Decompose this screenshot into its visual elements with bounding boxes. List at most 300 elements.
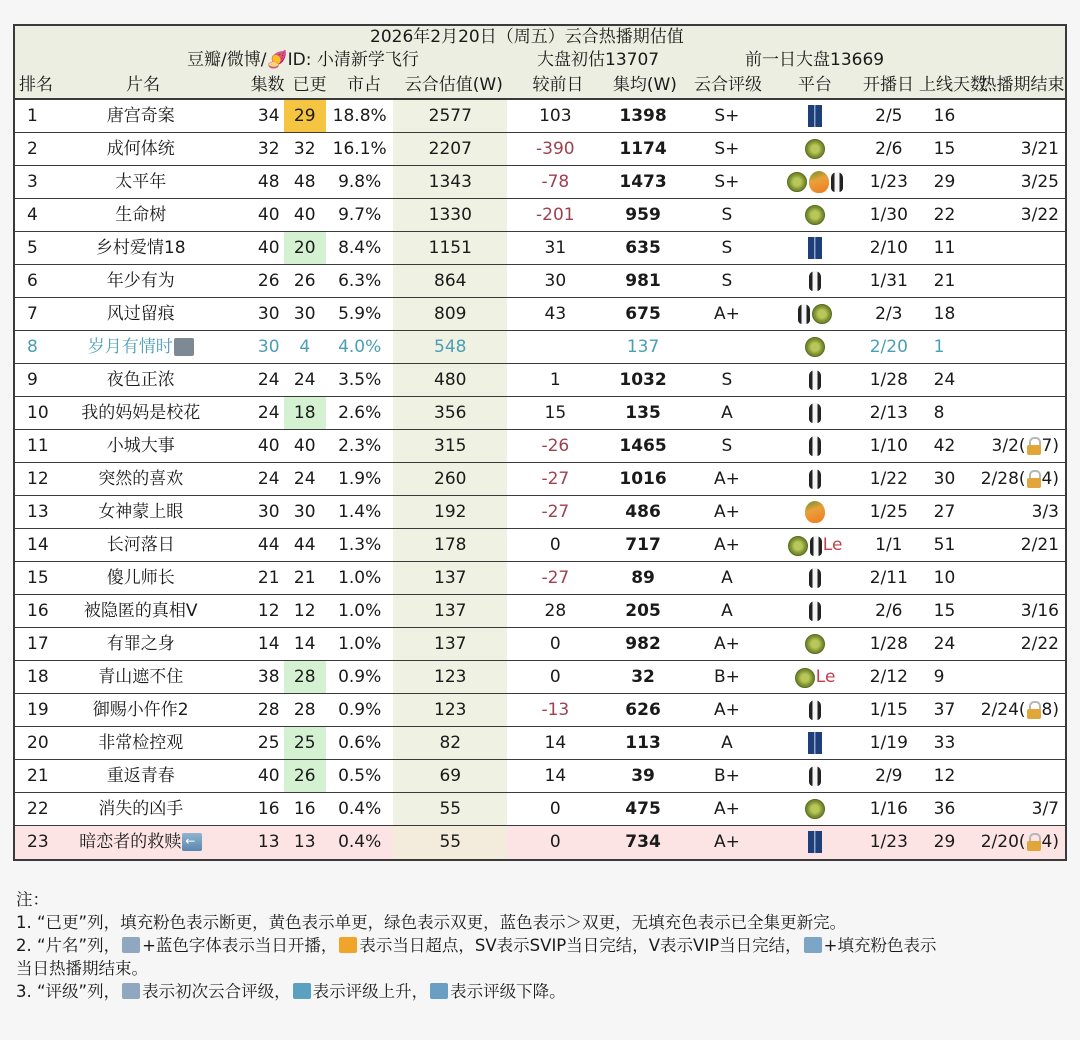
title-cell: 我的妈妈是校花 bbox=[81, 403, 201, 423]
platform-cell bbox=[771, 364, 858, 396]
new-badge-icon bbox=[122, 937, 140, 953]
end-date-cell: 3/25 bbox=[1020, 172, 1059, 192]
platform-cell bbox=[771, 595, 858, 627]
days-cell: 9 bbox=[933, 667, 945, 687]
ratings-table bbox=[13, 24, 1067, 861]
episodes-cell: 30 bbox=[257, 304, 280, 324]
share-cell: 0.4% bbox=[338, 832, 382, 852]
episodes-cell: 24 bbox=[257, 370, 280, 390]
avg-cell: 959 bbox=[625, 205, 661, 225]
diff-cell: 0 bbox=[549, 667, 561, 687]
end-date-cell bbox=[978, 562, 1065, 594]
col-grade: 云合评级 bbox=[693, 75, 762, 95]
diff-cell: 1 bbox=[549, 370, 561, 390]
start-date-cell: 2/12 bbox=[869, 667, 908, 687]
share-cell: 18.8% bbox=[332, 106, 387, 126]
title-cell: 女神蒙上眼 bbox=[98, 502, 184, 522]
table-row bbox=[15, 826, 1065, 859]
table-row bbox=[15, 232, 1065, 265]
start-date-cell: 2/13 bbox=[869, 403, 908, 423]
value-cell: 1330 bbox=[393, 199, 507, 231]
rank-cell: 19 bbox=[27, 700, 49, 720]
updated-cell: 44 bbox=[293, 535, 316, 555]
table-row bbox=[15, 397, 1065, 430]
rank-cell: 15 bbox=[27, 568, 49, 588]
days-cell: 11 bbox=[933, 238, 956, 258]
grade-cell: A bbox=[721, 733, 733, 753]
source-credit: 豆瓣/微博/🍠ID: 小清新学飞行 bbox=[187, 50, 419, 70]
episodes-cell: 48 bbox=[257, 172, 280, 192]
penguin-icon bbox=[798, 304, 810, 324]
updated-cell: 26 bbox=[293, 271, 316, 291]
value-cell: 55 bbox=[393, 793, 507, 825]
note-line-2-cont: 当日热播期结束。 bbox=[16, 959, 148, 978]
platform-cell bbox=[771, 100, 858, 132]
col-avg: 集均(W) bbox=[612, 75, 677, 95]
end-date-cell: 2/20( 4) bbox=[980, 832, 1059, 852]
start-date-cell: 1/19 bbox=[869, 733, 908, 753]
share-cell: 0.9% bbox=[338, 700, 382, 720]
share-cell: 3.5% bbox=[338, 370, 382, 390]
iqiyi-icon bbox=[808, 105, 822, 127]
start-date-cell: 2/11 bbox=[869, 568, 908, 588]
start-date-cell: 1/30 bbox=[869, 205, 908, 225]
share-cell: 9.8% bbox=[338, 172, 382, 192]
days-cell: 30 bbox=[933, 469, 956, 489]
end-badge-icon bbox=[804, 937, 822, 953]
end-date-cell: 2/28( 4) bbox=[980, 469, 1059, 489]
col-platform: 平台 bbox=[797, 75, 832, 95]
platform-cell bbox=[771, 199, 858, 231]
start-date-cell: 1/23 bbox=[869, 172, 908, 192]
rank-cell: 1 bbox=[27, 106, 38, 126]
rank-cell: 6 bbox=[27, 271, 38, 291]
title-cell: 被隐匿的真相V bbox=[83, 601, 198, 621]
updated-cell: 16 bbox=[293, 799, 316, 819]
col-days: 上线天数 bbox=[919, 75, 988, 95]
avg-cell: 486 bbox=[625, 502, 661, 522]
value-cell: 137 bbox=[393, 628, 507, 660]
platform-cell bbox=[771, 166, 858, 198]
end-date-cell bbox=[978, 397, 1065, 429]
table-row bbox=[15, 694, 1065, 727]
updated-cell: 30 bbox=[293, 502, 316, 522]
diff-cell: 0 bbox=[549, 634, 561, 654]
iqiyi-icon bbox=[808, 831, 822, 853]
grade-cell: A bbox=[721, 568, 733, 588]
rank-cell: 2 bbox=[27, 139, 38, 159]
diff-cell: 43 bbox=[544, 304, 567, 324]
avg-cell: 626 bbox=[625, 700, 661, 720]
updated-cell: 21 bbox=[293, 568, 316, 588]
table-row bbox=[15, 661, 1065, 694]
diff-cell: 0 bbox=[549, 799, 561, 819]
grade-cell: S+ bbox=[714, 106, 740, 126]
grade-cell: A+ bbox=[713, 700, 740, 720]
value-cell: 192 bbox=[393, 496, 507, 528]
start-date-cell: 1/31 bbox=[869, 271, 908, 291]
value-cell: 260 bbox=[393, 463, 507, 495]
days-cell: 27 bbox=[933, 502, 956, 522]
end-date-cell bbox=[978, 298, 1065, 330]
value-cell: 2577 bbox=[393, 100, 507, 132]
value-cell: 480 bbox=[393, 364, 507, 396]
episodes-cell: 28 bbox=[257, 700, 280, 720]
grade-cell: A+ bbox=[713, 502, 740, 522]
value-cell: 137 bbox=[393, 562, 507, 594]
table-row bbox=[15, 265, 1065, 298]
title-cell: 风过留痕 bbox=[106, 304, 175, 324]
end-date-cell bbox=[978, 265, 1065, 297]
title-cell: 夜色正浓 bbox=[106, 370, 175, 390]
platform-cell bbox=[771, 265, 858, 297]
table-row bbox=[15, 133, 1065, 166]
end-date-cell bbox=[978, 760, 1065, 792]
value-cell: 55 bbox=[393, 826, 507, 859]
notes-section bbox=[16, 888, 1066, 1003]
table-row bbox=[15, 430, 1065, 463]
updated-cell: 32 bbox=[293, 139, 316, 159]
col-name: 片名 bbox=[126, 75, 161, 95]
diff-cell: -27 bbox=[541, 568, 570, 588]
days-cell: 10 bbox=[933, 568, 956, 588]
table-row bbox=[15, 727, 1065, 760]
days-cell: 51 bbox=[933, 535, 956, 555]
table-row bbox=[15, 298, 1065, 331]
penguin-icon bbox=[809, 601, 821, 621]
rank-cell: 4 bbox=[27, 205, 38, 225]
grade-cell: A+ bbox=[713, 799, 740, 819]
kiwi-icon bbox=[812, 304, 832, 324]
avg-cell: 675 bbox=[625, 304, 661, 324]
avg-cell: 982 bbox=[625, 634, 661, 654]
mango-icon bbox=[809, 171, 829, 193]
avg-cell: 635 bbox=[625, 238, 661, 258]
share-cell: 16.1% bbox=[332, 139, 387, 159]
value-cell: 82 bbox=[393, 727, 507, 759]
table-row bbox=[15, 529, 1065, 562]
rank-cell: 14 bbox=[27, 535, 49, 555]
days-cell: 1 bbox=[933, 337, 945, 357]
platform-cell bbox=[771, 463, 858, 495]
share-cell: 2.3% bbox=[338, 436, 382, 456]
start-date-cell: 2/6 bbox=[875, 601, 903, 621]
penguin-icon bbox=[809, 370, 821, 390]
days-cell: 12 bbox=[933, 766, 956, 786]
grade-cell: S+ bbox=[714, 172, 740, 192]
rank-cell: 23 bbox=[27, 832, 49, 852]
title-cell: 年少有为 bbox=[106, 271, 175, 291]
episodes-cell: 32 bbox=[257, 139, 280, 159]
episodes-cell: 24 bbox=[257, 469, 280, 489]
grade-cell: B+ bbox=[713, 766, 740, 786]
title-cell: 长河落日 bbox=[106, 535, 175, 555]
value-cell: 548 bbox=[393, 331, 507, 363]
updated-cell: 24 bbox=[293, 469, 316, 489]
avg-cell: 1473 bbox=[619, 172, 667, 192]
title-cell: 乡村爱情18 bbox=[95, 238, 186, 258]
lock-icon bbox=[1027, 833, 1041, 851]
days-cell: 42 bbox=[933, 436, 956, 456]
kiwi-icon bbox=[805, 205, 825, 225]
col-share: 市占 bbox=[347, 75, 382, 95]
kiwi-icon bbox=[788, 536, 808, 556]
share-cell: 1.0% bbox=[338, 634, 382, 654]
mango-icon bbox=[805, 501, 825, 523]
diff-cell: -13 bbox=[541, 700, 570, 720]
table-row bbox=[15, 595, 1065, 628]
days-cell: 15 bbox=[933, 139, 956, 159]
end-date-cell: 3/2( 7) bbox=[991, 436, 1059, 456]
start-date-cell: 1/28 bbox=[869, 370, 908, 390]
updated-cell: 25 bbox=[284, 727, 326, 759]
value-cell: 1151 bbox=[393, 232, 507, 264]
avg-cell: 717 bbox=[625, 535, 661, 555]
penguin-icon bbox=[831, 172, 843, 192]
title-cell: 小城大事 bbox=[106, 436, 175, 456]
diff-cell: -390 bbox=[536, 139, 575, 159]
table-header bbox=[15, 26, 1065, 100]
penguin-icon bbox=[809, 469, 821, 489]
avg-cell: 1174 bbox=[619, 139, 667, 159]
rank-cell: 11 bbox=[27, 436, 49, 456]
episodes-cell: 40 bbox=[257, 436, 280, 456]
kiwi-icon bbox=[805, 634, 825, 654]
grade-cell: A+ bbox=[713, 304, 740, 324]
days-cell: 18 bbox=[933, 304, 956, 324]
end-date-cell bbox=[978, 100, 1065, 132]
rank-cell: 10 bbox=[27, 403, 49, 423]
end-date-cell: 3/22 bbox=[1020, 205, 1059, 225]
table-row bbox=[15, 364, 1065, 397]
avg-cell: 981 bbox=[625, 271, 661, 291]
kiwi-icon bbox=[805, 139, 825, 159]
days-cell: 15 bbox=[933, 601, 956, 621]
share-cell: 9.7% bbox=[338, 205, 382, 225]
updated-cell: 30 bbox=[293, 304, 316, 324]
table-row bbox=[15, 100, 1065, 133]
grade-cell: S bbox=[721, 238, 733, 258]
diff-cell: -78 bbox=[541, 172, 570, 192]
share-cell: 2.6% bbox=[338, 403, 382, 423]
updated-cell: 28 bbox=[284, 661, 326, 693]
episodes-cell: 26 bbox=[257, 271, 280, 291]
le-platform-icon: Le bbox=[815, 667, 836, 687]
diff-cell: 31 bbox=[544, 238, 567, 258]
grade-cell: S bbox=[721, 436, 733, 456]
days-cell: 24 bbox=[933, 634, 956, 654]
updated-cell: 4 bbox=[299, 337, 311, 357]
updated-cell: 40 bbox=[293, 205, 316, 225]
avg-cell: 89 bbox=[631, 568, 655, 588]
days-cell: 29 bbox=[933, 172, 956, 192]
end-badge-icon bbox=[182, 833, 202, 851]
diff-cell: 15 bbox=[544, 403, 567, 423]
col-end: 热播期结束 bbox=[979, 75, 1065, 95]
start-date-cell: 1/15 bbox=[869, 700, 908, 720]
col-start: 开播日 bbox=[862, 75, 914, 95]
platform-cell bbox=[771, 529, 858, 561]
avg-cell: 39 bbox=[631, 766, 655, 786]
end-date-cell bbox=[978, 364, 1065, 396]
kiwi-icon bbox=[805, 799, 825, 819]
episodes-cell: 21 bbox=[257, 568, 280, 588]
updated-cell: 12 bbox=[293, 601, 316, 621]
rank-cell: 3 bbox=[27, 172, 38, 192]
updated-cell: 29 bbox=[284, 100, 326, 132]
diff-cell: 30 bbox=[544, 271, 567, 291]
episodes-cell: 30 bbox=[257, 337, 280, 357]
start-date-cell: 1/28 bbox=[869, 634, 908, 654]
value-cell: 315 bbox=[393, 430, 507, 462]
episodes-cell: 12 bbox=[257, 601, 280, 621]
share-cell: 0.6% bbox=[338, 733, 382, 753]
value-cell: 123 bbox=[393, 694, 507, 726]
updated-cell: 40 bbox=[293, 436, 316, 456]
diff-cell: 14 bbox=[544, 733, 567, 753]
start-date-cell: 1/16 bbox=[869, 799, 908, 819]
penguin-icon bbox=[809, 436, 821, 456]
value-cell: 178 bbox=[393, 529, 507, 561]
col-rank: 排名 bbox=[19, 75, 53, 95]
episodes-cell: 13 bbox=[257, 832, 280, 852]
platform-cell bbox=[771, 430, 858, 462]
rank-cell: 16 bbox=[27, 601, 49, 621]
new-badge-icon bbox=[122, 983, 140, 999]
table-row bbox=[15, 760, 1065, 793]
platform-cell bbox=[771, 661, 858, 693]
kiwi-icon bbox=[795, 668, 815, 688]
penguin-icon bbox=[809, 700, 821, 720]
start-date-cell: 1/22 bbox=[869, 469, 908, 489]
value-cell: 123 bbox=[393, 661, 507, 693]
start-date-cell: 2/5 bbox=[875, 106, 903, 126]
table-row bbox=[15, 199, 1065, 232]
diff-cell: -26 bbox=[541, 436, 570, 456]
share-cell: 0.5% bbox=[338, 766, 382, 786]
updated-cell: 28 bbox=[293, 700, 316, 720]
days-cell: 29 bbox=[933, 832, 956, 852]
col-diff: 较前日 bbox=[532, 75, 584, 95]
lock-icon bbox=[1027, 470, 1041, 488]
end-date-cell: 3/21 bbox=[1020, 139, 1059, 159]
title-cell: 岁月有情时 bbox=[54, 331, 228, 363]
title-cell: 御赐小仵作2 bbox=[92, 700, 189, 720]
start-date-cell: 1/25 bbox=[869, 502, 908, 522]
end-date-cell: 2/21 bbox=[1020, 535, 1059, 555]
value-cell: 809 bbox=[393, 298, 507, 330]
col-updated: 已更 bbox=[292, 75, 327, 95]
rank-cell: 13 bbox=[27, 502, 49, 522]
grade-cell: A bbox=[721, 403, 733, 423]
updated-cell: 20 bbox=[284, 232, 326, 264]
market-initial: 大盘初估13707 bbox=[537, 50, 660, 70]
share-cell: 4.0% bbox=[338, 337, 382, 357]
updated-cell: 18 bbox=[284, 397, 326, 429]
start-date-cell: 1/10 bbox=[869, 436, 908, 456]
share-cell: 8.4% bbox=[338, 238, 382, 258]
share-cell: 0.9% bbox=[338, 667, 382, 687]
platform-cell bbox=[771, 628, 858, 660]
column-headers bbox=[15, 72, 1065, 100]
start-date-cell: 2/6 bbox=[875, 139, 903, 159]
end-date-cell: 3/16 bbox=[1020, 601, 1059, 621]
diff-cell: -27 bbox=[541, 502, 570, 522]
market-prev: 前一日大盘13669 bbox=[745, 50, 885, 70]
start-date-cell: 2/3 bbox=[875, 304, 903, 324]
arrow-up-icon bbox=[293, 983, 311, 999]
start-date-cell: 1/1 bbox=[875, 535, 903, 555]
title-cell: 有罪之身 bbox=[106, 634, 175, 654]
diff-cell: -27 bbox=[541, 469, 570, 489]
lock-icon bbox=[1027, 701, 1041, 719]
diff-cell: 0 bbox=[549, 832, 561, 852]
platform-cell bbox=[771, 727, 858, 759]
end-date-cell: 3/3 bbox=[1031, 502, 1059, 522]
updated-cell: 13 bbox=[293, 832, 316, 852]
avg-cell: 475 bbox=[625, 799, 661, 819]
avg-cell: 1016 bbox=[619, 469, 667, 489]
updated-cell: 26 bbox=[284, 760, 326, 792]
table-title: 2026年2月20日（周五）云合热播期估值 bbox=[370, 27, 684, 47]
rank-cell: 12 bbox=[27, 469, 49, 489]
title-cell: 太平年 bbox=[115, 172, 167, 192]
days-cell: 24 bbox=[933, 370, 956, 390]
end-date-cell: 2/24( 8) bbox=[980, 700, 1059, 720]
avg-cell: 734 bbox=[625, 832, 661, 852]
days-cell: 33 bbox=[933, 733, 956, 753]
share-cell: 1.4% bbox=[338, 502, 382, 522]
platform-cell bbox=[771, 760, 858, 792]
episodes-cell: 30 bbox=[257, 502, 280, 522]
table-body bbox=[15, 100, 1065, 859]
avg-cell: 135 bbox=[625, 403, 661, 423]
platform-cell bbox=[771, 496, 858, 528]
episodes-cell: 25 bbox=[257, 733, 280, 753]
share-cell: 1.0% bbox=[338, 601, 382, 621]
iqiyi-icon bbox=[808, 237, 822, 259]
episodes-cell: 44 bbox=[257, 535, 280, 555]
value-cell: 69 bbox=[393, 760, 507, 792]
days-cell: 8 bbox=[933, 403, 945, 423]
rank-cell: 21 bbox=[27, 766, 49, 786]
table-row bbox=[15, 628, 1065, 661]
end-date-cell bbox=[978, 727, 1065, 759]
note-line-1: 1. “已更”列，填充粉色表示断更，黄色表示单更，绿色表示双更，蓝色表示＞双更，无填充色表示已全集更新完。 bbox=[16, 913, 847, 932]
grade-cell: A+ bbox=[713, 832, 740, 852]
grade-cell bbox=[683, 331, 772, 363]
table-row bbox=[15, 562, 1065, 595]
start-date-cell: 2/10 bbox=[869, 238, 908, 258]
arrow-down-icon bbox=[430, 983, 448, 999]
table-row bbox=[15, 166, 1065, 199]
rank-cell: 7 bbox=[27, 304, 38, 324]
share-cell: 5.9% bbox=[338, 304, 382, 324]
avg-cell: 32 bbox=[631, 667, 655, 687]
penguin-icon bbox=[810, 536, 822, 556]
title-cell: 青山遮不住 bbox=[98, 667, 184, 687]
platform-cell bbox=[771, 694, 858, 726]
share-cell: 1.3% bbox=[338, 535, 382, 555]
diff-cell bbox=[507, 331, 603, 363]
title-cell: 暗恋者的救赎 ← bbox=[54, 826, 228, 859]
grade-cell: S+ bbox=[714, 139, 740, 159]
end-date-cell bbox=[978, 232, 1065, 264]
table-row bbox=[15, 793, 1065, 826]
episodes-cell: 38 bbox=[257, 667, 280, 687]
rank-cell: 9 bbox=[27, 370, 38, 390]
grade-cell: A+ bbox=[713, 469, 740, 489]
